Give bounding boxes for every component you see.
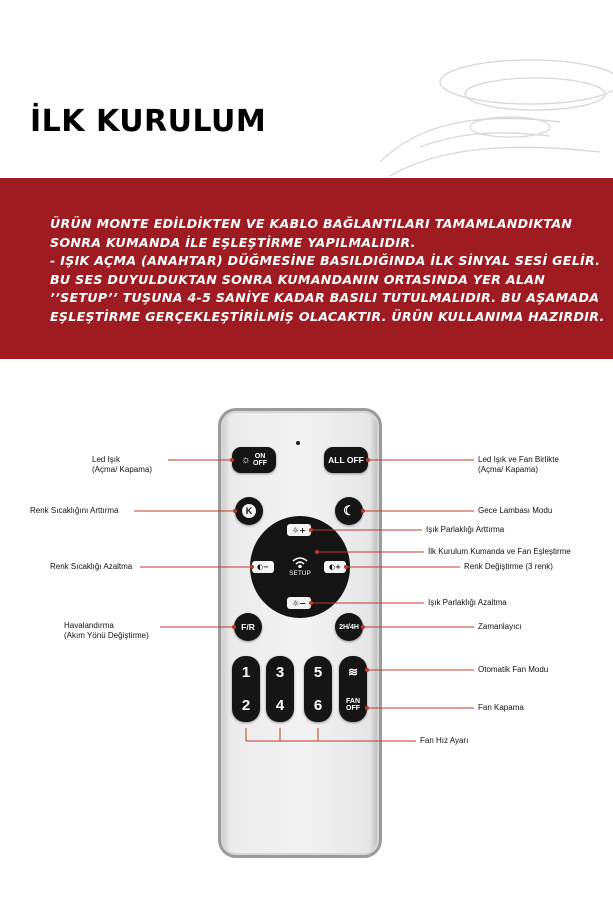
label-setup-pair: İlk Kurulum Kumanda ve Fan Eşleştirme (428, 547, 571, 556)
speed-1-label: 1 (241, 664, 251, 681)
label-airflow: Havalandırma (Akım Yönü Değiştirme) (64, 621, 149, 640)
fan-label: FAN (346, 698, 360, 705)
label-led-light: Led Işık (Açma/ Kapama) (92, 455, 153, 474)
setup-label: SETUP (289, 569, 311, 577)
on-label: ON (254, 453, 266, 460)
instruction-line: BU SES DUYULDUKTAN SONRA KUMANDANIN ORTASINDA YER ALAN (50, 271, 546, 287)
off-label: OFF (253, 460, 268, 467)
speed-3-label: 3 (275, 664, 285, 681)
label-color-change: Renk Değiştirme (3 renk) (464, 562, 553, 571)
instruction-line: EŞLEŞTİRME GERÇEKLEŞTİRİLMİŞ OLACAKTIR. ÜRÜN KULLANIMA HAZIRDIR. (50, 308, 605, 324)
all-off-button[interactable]: ALL OFF (324, 447, 368, 473)
timer-button[interactable]: 2H/4H (335, 613, 363, 641)
label-bright-down: Işık Parlaklığı Azaltma (428, 598, 507, 607)
speed-2-label: 2 (241, 697, 251, 714)
instruction-line: ’’SETUP’’ TUŞUNA 4-5 SANİYE KADAR BASILI TUTULMALIDIR. BU AŞAMADA (50, 290, 600, 306)
label-fan-speed: Fan Hız Ayarı (420, 736, 469, 745)
color-change-button[interactable]: ◐+ (324, 561, 346, 573)
label-warmer: Renk Sıcaklığını Arttırma (30, 506, 119, 515)
fan-reverse-button[interactable]: F/R (234, 613, 262, 641)
label-timer: Zamanlayıcı (478, 622, 522, 631)
speed-4-label: 4 (275, 697, 285, 714)
instruction-line: SONRA KUMANDA İLE EŞLEŞTİRME YAPILMALIDIR. (50, 234, 416, 250)
instruction-line: ÜRÜN MONTE EDİLDİKTEN VE KABLO BAĞLANTILARI TAMAMLANDIKTAN (50, 216, 573, 231)
speed-5-label: 5 (313, 664, 323, 681)
off-label: OFF (346, 705, 360, 712)
page-title: İLK KURULUM (30, 104, 267, 139)
brightness-down-button[interactable]: ☼− (287, 597, 311, 609)
label-bright-up: Işık Parlaklığı Arttırma (426, 525, 505, 534)
moon-icon: ☾ (343, 503, 355, 518)
label-night: Gece Lambası Modu (478, 506, 553, 515)
label-auto-fan: Otomatik Fan Modu (478, 665, 549, 674)
label-fan-off: Fan Kapama (478, 703, 524, 712)
label-led-fan: Led Işık ve Fan Birlikte (Açma/ Kapama) (478, 455, 559, 474)
sun-icon: ☼ (240, 454, 252, 466)
brightness-up-button[interactable]: ☼+ (287, 524, 311, 536)
wave-icon: ≋ (347, 665, 359, 679)
label-cooler: Renk Sıcaklığı Azaltma (50, 562, 133, 571)
instruction-line: - IŞIK AÇMA (ANAHTAR) DÜĞMESİNE BASILDIĞINDA İLK SİNYAL SESİ GELİR. (50, 253, 601, 269)
k-icon: K (242, 504, 256, 518)
speed-6-label: 6 (313, 697, 323, 714)
color-cool-button[interactable]: ◐− (252, 561, 274, 573)
